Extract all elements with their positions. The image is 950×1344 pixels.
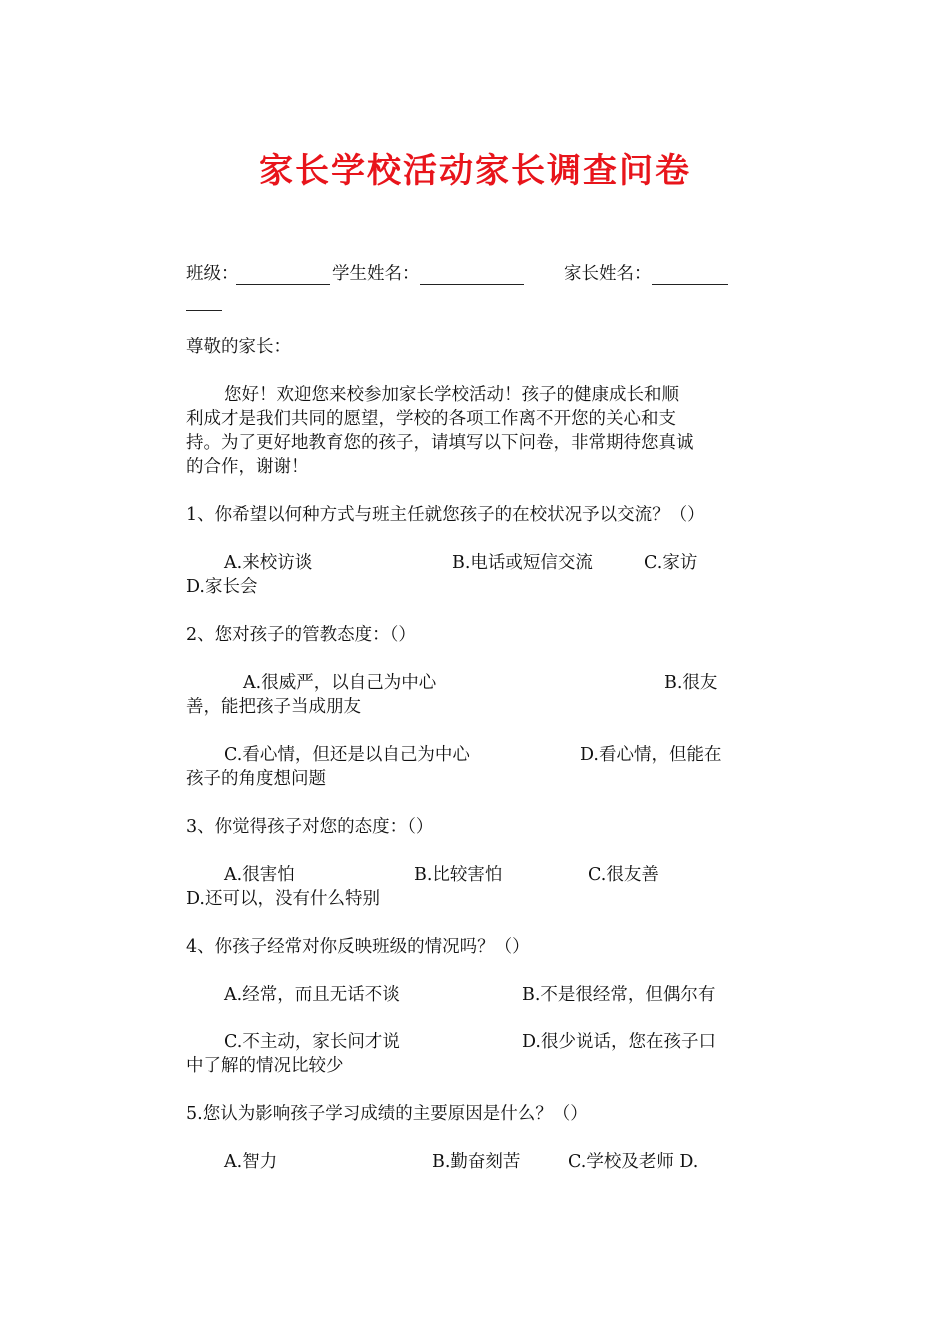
q4-option-d[interactable]: D.很少说话，您在孩子口 [522,1032,716,1052]
q1-option-c[interactable]: C.家访 [644,553,698,573]
intro-line: 您好！欢迎您来校参加家长学校活动！孩子的健康成长和顺 [224,385,679,405]
q1-option-d[interactable]: D.家长会 [186,577,258,597]
intro-line: 的合作，谢谢！ [186,457,309,477]
parent-name-blank[interactable] [652,270,728,285]
q4-option-a[interactable]: A.经常，而且无话不谈 [224,985,400,1005]
q2-option-d[interactable]: D.看心情，但能在 [580,745,722,765]
q4-option-c[interactable]: C.不主动，家长问才说 [224,1032,400,1052]
class-label: 班级： [186,264,239,284]
question-3: 3、你觉得孩子对您的态度：（） [186,817,434,837]
q2-option-b[interactable]: B.很友 [664,673,718,693]
q5-option-b[interactable]: B.勤奋刻苦 [432,1152,521,1172]
q3-option-a[interactable]: A.很害怕 [224,865,295,885]
q4-option-b[interactable]: B.不是很经常，但偶尔有 [522,985,716,1005]
q2-option-d-cont[interactable]: 孩子的角度想问题 [186,769,326,789]
question-4: 4、你孩子经常对你反映班级的情况吗？（） [186,937,530,957]
q3-option-d[interactable]: D.还可以，没有什么特别 [186,889,380,909]
q1-option-a[interactable]: A.来校访谈 [224,553,313,573]
q2-option-c[interactable]: C.看心情，但还是以自己为中心 [224,745,470,765]
parent-name-blank-cont[interactable] [186,296,222,311]
q5-option-a[interactable]: A.智力 [224,1152,278,1172]
q4-option-d-cont[interactable]: 中了解的情况比较少 [186,1056,344,1076]
question-5: 5.您认为影响孩子学习成绩的主要原因是什么？（） [186,1104,588,1124]
greeting: 尊敬的家长： [186,337,291,357]
parent-name-label: 家长姓名： [564,264,652,284]
intro-line: 利成才是我们共同的愿望，学校的各项工作离不开您的关心和支 [186,409,676,429]
question-2: 2、您对孩子的管教态度：（） [186,625,416,645]
student-name-blank[interactable] [420,270,524,285]
q1-option-b[interactable]: B.电话或短信交流 [452,553,593,573]
q3-option-c[interactable]: C.很友善 [588,865,659,885]
question-1: 1、你希望以何种方式与班主任就您孩子的在校状况予以交流？（） [186,505,705,525]
q2-option-a[interactable]: A.很威严，以自己为中心 [243,673,437,693]
q2-option-b-cont[interactable]: 善，能把孩子当成朋友 [186,697,361,717]
q3-option-b[interactable]: B.比较害怕 [414,865,503,885]
intro-line: 持。为了更好地教育您的孩子，请填写以下问卷，非常期待您真诚 [186,433,694,453]
class-blank[interactable] [236,270,330,285]
student-name-label: 学生姓名： [332,264,420,284]
page-title: 家长学校活动家长调查问卷 [259,151,691,191]
q5-option-c[interactable]: C.学校及老师 D. [568,1152,699,1172]
